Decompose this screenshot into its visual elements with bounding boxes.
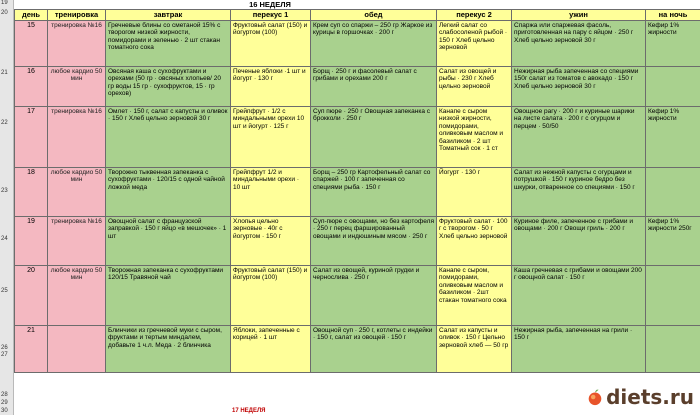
row-number[interactable]: 20 <box>1 10 8 16</box>
row-number[interactable]: 21 <box>1 70 8 76</box>
dinner-cell[interactable]: Овощное рагу · 200 г и куриные шарики на листе салата · 200 г с огурцом и перцем · 50/50 <box>512 107 646 168</box>
day-cell[interactable]: 18 <box>15 168 48 217</box>
table-row <box>15 67 700 107</box>
snack2-cell[interactable]: Легкий салат со слабосоленой рыбой · 150 г Хлеб цельно зерновой <box>437 21 512 67</box>
training-cell[interactable]: любое кардио 50 мин <box>48 266 106 326</box>
breakfast-cell[interactable]: Гречневые блины со сметаной 15% с творогом низкой жирности, помидорами и зеленью · 2 шт стакан томатного сока <box>106 21 231 67</box>
training-cell[interactable]: тренировка №16 <box>48 21 106 67</box>
table-row <box>15 21 700 67</box>
header-lunch[interactable]: обед <box>311 10 437 21</box>
night-cell[interactable] <box>646 168 700 217</box>
header-breakfast[interactable]: завтрак <box>106 10 231 21</box>
day-cell[interactable]: 19 <box>15 217 48 266</box>
day-cell[interactable]: 16 <box>15 67 48 107</box>
table-row <box>15 107 700 168</box>
row-number[interactable]: 30 <box>1 408 8 414</box>
header-snack2[interactable]: перекус 2 <box>437 10 512 21</box>
snack1-cell[interactable]: Фруктовый салат (150) и йогуртом (100) <box>231 21 311 67</box>
snack1-cell[interactable]: Грейпфрут · 1/2 с миндальными орехи 10 шт и йогурт · 125 г <box>231 107 311 168</box>
row-number[interactable]: 27 <box>1 352 8 358</box>
table-row <box>15 326 700 373</box>
night-cell[interactable] <box>646 266 700 326</box>
lunch-cell[interactable]: Борщ – 250 гр Картофельный салат со спаржей · 100 г запеченная со специями рыба · 150 г <box>311 168 437 217</box>
night-cell[interactable]: Кефир 1% жирности <box>646 21 700 67</box>
row-number[interactable]: 26 <box>1 345 8 351</box>
snack2-cell[interactable]: Йогурт · 130 г <box>437 168 512 217</box>
breakfast-cell[interactable]: Творожная запеканка с сухофруктами 120/15 Травяной чай <box>106 266 231 326</box>
row-number[interactable]: 23 <box>1 188 8 194</box>
snack1-cell[interactable]: Фруктовый салат (150) и йогуртом (100) <box>231 266 311 326</box>
week-title: 16 НЕДЕЛЯ <box>249 0 291 9</box>
header-dinner[interactable]: ужин <box>512 10 646 21</box>
breakfast-cell[interactable]: Блинчики из гречневой муки с сыром, фруктами и тертым миндалем, добавьте 1 ч.л. Меда · 2 блинчика <box>106 326 231 373</box>
night-cell[interactable]: Кефир 1% жирности 250г <box>646 217 700 266</box>
dinner-cell[interactable]: Салат из нежной капусты с огурцами и потрушкой · 150 г куриное бедро без шкурки, отваренное со специями · 150 г <box>512 168 646 217</box>
lunch-cell[interactable]: Овощной суп · 250 г, котлеты с индейки · 150 г, салат из овощей · 150 г <box>311 326 437 373</box>
logo-text: diets.ru <box>606 385 694 409</box>
training-cell[interactable] <box>48 326 106 373</box>
breakfast-cell[interactable]: Овощной салат с французской заправкой · 150 г яйцо «в мешочек» · 1 шт <box>106 217 231 266</box>
day-cell[interactable]: 20 <box>15 266 48 326</box>
dinner-cell[interactable]: Спаржа или спаржевая фасоль, приготовленная на пару с яйцом · 250 г Хлеб цельно зерновой 30 г <box>512 21 646 67</box>
apple-logo-icon <box>586 388 604 406</box>
snack1-cell[interactable]: Печеные яблоки ·1 шт и йогурт · 130 г <box>231 67 311 107</box>
training-cell[interactable]: любое кардио 50 мин <box>48 67 106 107</box>
snack2-cell[interactable]: Канапе с сыром, помидорами, оливковым маслом и базиликом · 2шт стакан томатного сока <box>437 266 512 326</box>
dinner-cell[interactable]: Нежирная рыба запеченная со специями 150г салат из томатов с авокадо · 150 г Хлеб цельно зерновой 30 г <box>512 67 646 107</box>
lunch-cell[interactable]: Суп пюре · 250 г Овощная запеканка с брокколи · 250 г <box>311 107 437 168</box>
header-day[interactable]: день <box>15 10 48 21</box>
row-number[interactable]: 28 <box>1 392 8 398</box>
meal-plan-table <box>14 9 700 373</box>
header-snack1[interactable]: перекус 1 <box>231 10 311 21</box>
night-cell[interactable] <box>646 67 700 107</box>
snack1-cell[interactable]: Яблоки, запеченные с корицей · 1 шт <box>231 326 311 373</box>
snack2-cell[interactable]: Салат из овощей и рыбы · 230 г Хлеб цельно зерновой <box>437 67 512 107</box>
site-logo[interactable] <box>586 385 694 409</box>
table-row <box>15 217 700 266</box>
header-row <box>15 10 700 21</box>
training-cell[interactable]: тренировка №16 <box>48 107 106 168</box>
dinner-cell[interactable]: Куриное филе, запеченное с грибами и овощами · 200 г Овощи гриль · 200 г <box>512 217 646 266</box>
row-number[interactable]: 24 <box>1 236 8 242</box>
snack2-cell[interactable]: Канапе с сыром низкой жирности, помидорами, оливковым маслом и базиликом · 2 шт Томатный сок · 1 ст <box>437 107 512 168</box>
dinner-cell[interactable]: Нежирная рыба, запеченная на грили · 150 г <box>512 326 646 373</box>
row-number[interactable]: 22 <box>1 120 8 126</box>
training-cell[interactable]: тренировка №16 <box>48 217 106 266</box>
snack1-cell[interactable]: Хлопья цельно зерновые · 40г с йогуртом · 150 г <box>231 217 311 266</box>
breakfast-cell[interactable]: Омлет · 150 г, салат с капусты и оливок · 150 г Хлеб цельно зерновой 30 г <box>106 107 231 168</box>
next-week-title: 17 НЕДЕЛЯ <box>232 408 266 414</box>
row-number-gutter <box>0 0 14 415</box>
day-cell[interactable]: 21 <box>15 326 48 373</box>
lunch-cell[interactable]: Крем суп со спаржи – 250 гр Жаркое из курицы в горшочках · 200 г <box>311 21 437 67</box>
snack2-cell[interactable]: Салат из капусты и оливок · 150 г Цельно зерновой хлеб — 50 гр <box>437 326 512 373</box>
dinner-cell[interactable]: Каша гречневая с грибами и овощами 200 г овощной салат · 150 г <box>512 266 646 326</box>
breakfast-cell[interactable]: Овсяная каша с сухофруктами и орехами (50 гр · овсяных хлопьев/ 20 гр воды 15 гр · сухофруктов, 15 · гр орехов) <box>106 67 231 107</box>
night-cell[interactable]: Кефир 1% жирности <box>646 107 700 168</box>
day-cell[interactable]: 17 <box>15 107 48 168</box>
row-number[interactable]: 29 <box>1 400 8 406</box>
day-cell[interactable]: 15 <box>15 21 48 67</box>
night-cell[interactable] <box>646 326 700 373</box>
table-row <box>15 266 700 326</box>
row-number[interactable]: 19 <box>1 0 8 6</box>
lunch-cell[interactable]: Борщ · 250 г и фасолевый салат с грибами и орехами 200 г <box>311 67 437 107</box>
breakfast-cell[interactable]: Творожно тыквенная запеканка с сухофруктами · 120/15 с одной чайной ложкой меда <box>106 168 231 217</box>
header-training[interactable]: тренировка <box>48 10 106 21</box>
snack1-cell[interactable]: Грейпфрут 1/2 и миндальными орехи · 10 шт <box>231 168 311 217</box>
lunch-cell[interactable]: Суп-пюре с овощами, но без картофеля · 250 г перец фаршированный овощами и индюшиным мясом · 250 г <box>311 217 437 266</box>
header-night[interactable]: на ночь <box>646 10 700 21</box>
row-number[interactable]: 25 <box>1 288 8 294</box>
table-row <box>15 168 700 217</box>
snack2-cell[interactable]: Фруктовый салат · 100 г с творогом · 50 г Хлеб цельно зерновой <box>437 217 512 266</box>
lunch-cell[interactable]: Салат из овощей, куриной грудки и чернослива · 250 г <box>311 266 437 326</box>
training-cell[interactable]: любое кардио 50 мин <box>48 168 106 217</box>
